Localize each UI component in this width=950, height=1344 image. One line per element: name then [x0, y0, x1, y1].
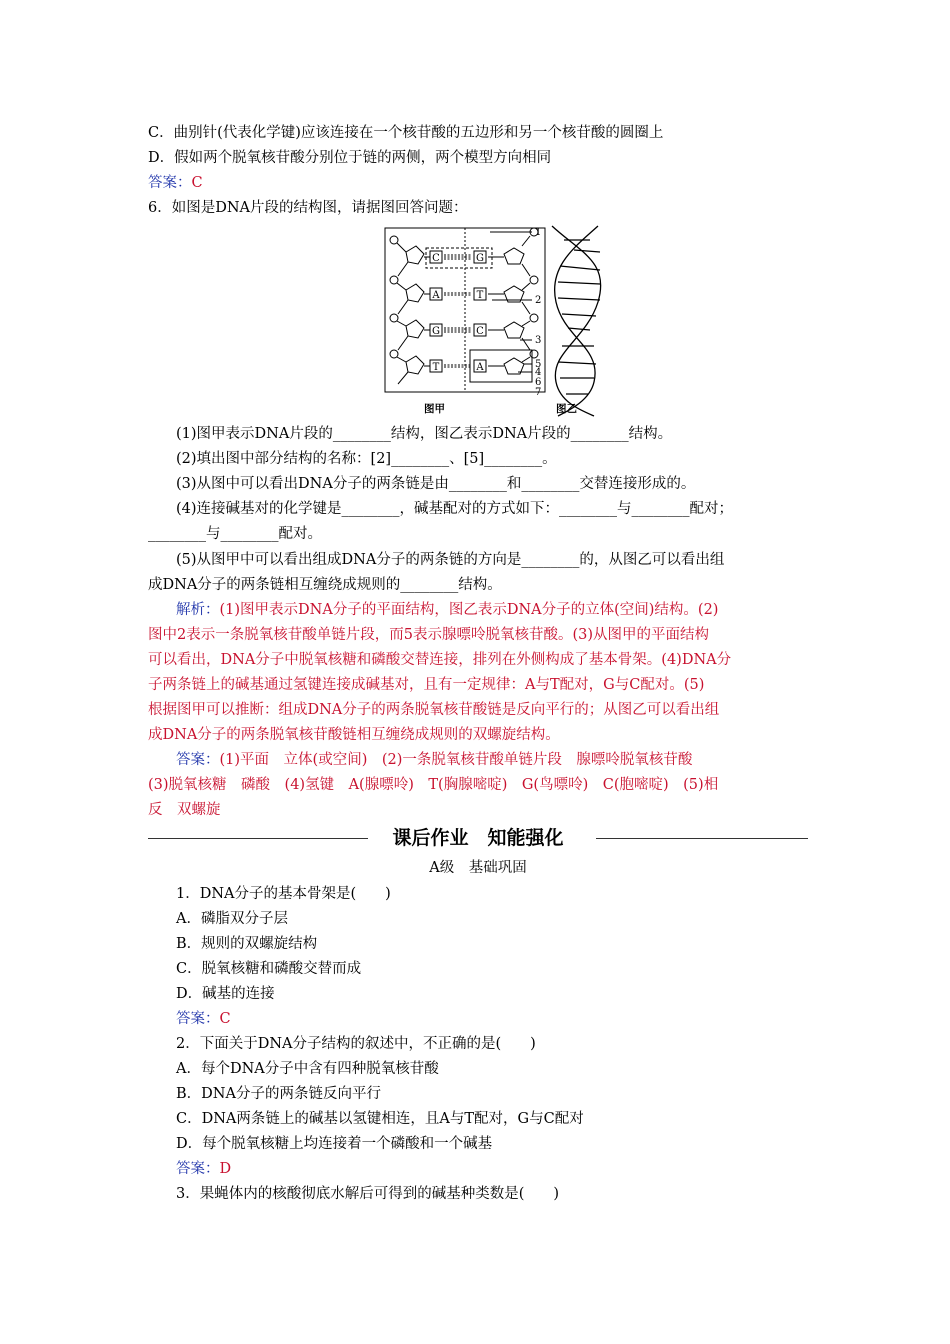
answer-label: 答案： — [176, 1161, 220, 1177]
callout-label: 5 — [535, 359, 542, 370]
level-heading: A级 基础巩固 — [429, 860, 527, 876]
q6-sub4a: (4)连接碱基对的化学键是________，碱基配对的方式如下：________与________配对； — [176, 501, 734, 517]
section-title: 课后作业 知能强化 — [384, 827, 571, 849]
hw1-stem: 1．DNA分子的基本骨架是( ) — [176, 886, 391, 902]
callout-label: 1 — [535, 227, 542, 238]
q6-answer-line — [176, 750, 836, 770]
base-label: T — [432, 362, 440, 373]
hw3-stem: 3．果蝇体内的核酸彻底水解后可得到的碱基种类数是( ) — [176, 1186, 560, 1202]
analysis-text: 可以看出，DNA分子中脱氧核糖和磷酸交替连接，排列在外侧构成了基本骨架。(4)DNA分 — [148, 652, 732, 668]
section-header — [148, 826, 808, 852]
answer-label: 答案： — [176, 752, 220, 768]
hw1-option-a: A．磷脂双分子层 — [176, 911, 288, 927]
answer-value: D — [219, 1161, 232, 1177]
double-helix — [552, 226, 601, 416]
left-strand-backbone — [390, 236, 424, 384]
right-strand-backbone — [504, 228, 538, 374]
q6-sub5a: (5)从图甲中可以看出组成DNA分子的两条链的方向是________的，从图乙可以看出组 — [176, 552, 725, 568]
dna-structure-figure — [380, 222, 630, 418]
q5-answer — [148, 173, 808, 193]
q6-sub2: (2)填出图中部分结构的名称：[2]________、[5]________。 — [176, 451, 557, 467]
hw2-answer — [176, 1159, 836, 1179]
hw1-option-d: D．碱基的连接 — [176, 986, 275, 1002]
hw2-option-c: C．DNA两条链上的碱基以氢键相连，且A与T配对，G与C配对 — [176, 1111, 584, 1127]
q5-option-d: D．假如两个脱氧核苷酸分别位于链的两侧，两个模型方向相同 — [148, 150, 552, 166]
analysis-text: 图中2表示一条脱氧核苷酸单链片段，而5表示腺嘌呤脱氧核苷酸。(3)从图甲的平面结构 — [148, 627, 709, 643]
q6-sub1: (1)图甲表示DNA片段的________结构，图乙表示DNA片段的________结构。 — [176, 426, 673, 442]
hw1-option-b: B．规则的双螺旋结构 — [176, 936, 318, 952]
callout-label: 3 — [535, 335, 542, 346]
answer-value: C — [219, 1011, 231, 1027]
base-label: C — [432, 253, 440, 264]
analysis-text: 子两条链上的碱基通过氢键连接成碱基对，且有一定规律：A与T配对，G与C配对。(5) — [148, 677, 705, 693]
hw2-option-d: D．每个脱氧核糖上均连接着一个磷酸和一个碱基 — [176, 1136, 493, 1152]
callout-label: 2 — [535, 295, 542, 306]
analysis-text: 根据图甲可以推断：组成DNA分子的两条脱氧核苷酸链是反向平行的；从图乙可以看出组 — [148, 702, 720, 718]
answer-value: C — [191, 175, 203, 191]
q6-sub4b: ________与________配对。 — [148, 526, 322, 542]
answer-label: 答案： — [148, 175, 192, 191]
analysis-label: 解析： — [176, 602, 220, 618]
q6-sub3: (3)从图中可以看出DNA分子的两条链是由________和________交替连接形成的。 — [176, 476, 696, 492]
base-label: G — [432, 326, 440, 337]
base-label: A — [476, 362, 484, 373]
q6-stem: 6．如图是DNA片段的结构图，请据图回答问题： — [148, 200, 468, 216]
hw2-option-b: B．DNA分子的两条链反向平行 — [176, 1086, 381, 1102]
hw1-answer — [176, 1009, 836, 1029]
base-label: G — [476, 253, 484, 264]
answer-text: 反 双螺旋 — [148, 802, 221, 818]
base-label: C — [476, 326, 484, 337]
q6-analysis-line — [176, 600, 836, 620]
answer-label: 答案： — [176, 1011, 220, 1027]
base-label: A — [432, 290, 440, 301]
callout-label: 6 — [535, 377, 542, 388]
callout-label: 4 — [535, 367, 542, 378]
hw2-stem: 2．下面关于DNA分子结构的叙述中，不正确的是( ) — [176, 1036, 536, 1052]
hw1-option-c: C．脱氧核糖和磷酸交替而成 — [176, 961, 362, 977]
analysis-text: 成DNA分子的两条脱氧核苷酸链相互缠绕成规则的双螺旋结构。 — [148, 727, 560, 743]
answer-text: (3)脱氧核糖 磷酸 (4)氢键 A(腺嘌呤) T(胸腺嘧啶) G(鸟嘌呤) C(胞嘧啶) (5)相 — [148, 777, 719, 793]
analysis-text: (1)图甲表示DNA分子的平面结构，图乙表示DNA分子的立体(空间)结构。(2) — [219, 602, 719, 618]
hw2-option-a: A．每个DNA分子中含有四种脱氧核苷酸 — [176, 1061, 439, 1077]
figure-b-caption: 图乙 — [556, 403, 577, 415]
callout-label: 7 — [535, 387, 542, 398]
figure-a-caption: 图甲 — [424, 403, 445, 415]
base-label: T — [476, 290, 484, 301]
answer-text: (1)平面 立体(或空间) (2)一条脱氧核苷酸单链片段 腺嘌呤脱氧核苷酸 — [219, 752, 693, 768]
q5-option-c: C．曲别针(代表化学键)应该连接在一个核苷酸的五边形和另一个核苷酸的圆圈上 — [148, 125, 664, 141]
q6-sub5b: 成DNA分子的两条链相互缠绕成规则的________结构。 — [148, 577, 502, 593]
